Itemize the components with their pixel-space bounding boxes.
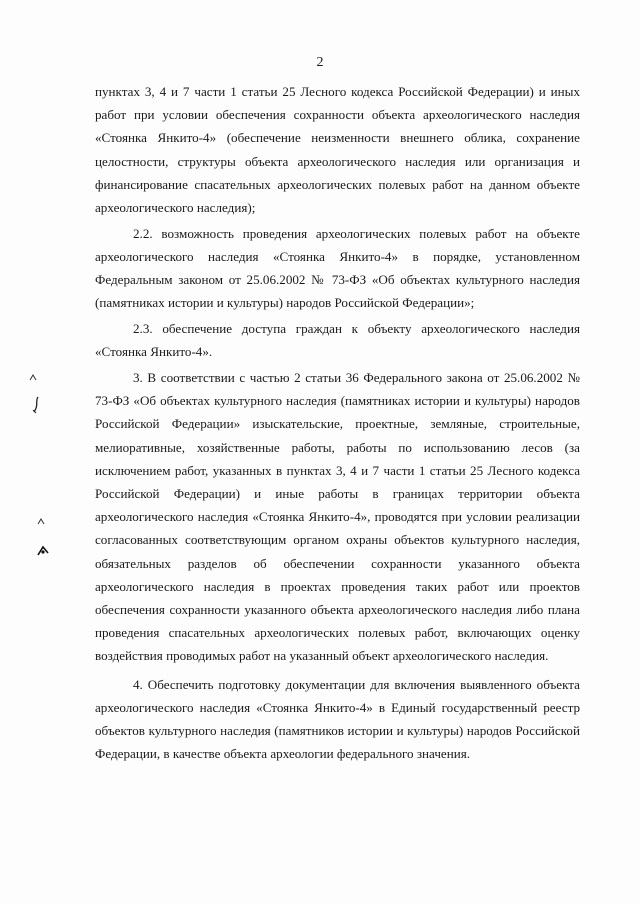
paragraph-item-2-2: 2.2. возможность проведения археологических полевых работ на объекте археологического наследия «Стоянка Янкито-4» в порядке, установленном Федеральным законом от 25.06.2002 № 73-ФЗ «Об объектах культурного наследия (памятниках истории и культуры) народов Российской Федерации»; <box>95 225 580 311</box>
paragraph-item-2-3: 2.3. обеспечение доступа граждан к объекту археологического наследия «Стоянка Янкито-4». <box>95 321 580 360</box>
page-number: 2 <box>316 55 324 70</box>
paragraph-continuation: пунктах 3, 4 и 7 части 1 статьи 25 Лесного кодекса Российской Федерации) и иных работ при условии обеспечения сохранности объекта археологического наследия «Стоянка Янкито-4» (обеспечение неизменности внешнего облика, сохранение целостности, структуры объекта археологического наследия или организация и финансирование спасательных археологических полевых работ на данном объекте археологического наследия); <box>95 84 580 216</box>
scan-speck-icon <box>36 516 46 526</box>
paragraph-item-4: 4. Обеспечить подготовку документации для включения выявленного объекта археологического наследия «Стоянка Янкито-4» в Единый государственный реестр объектов культурного наследия (памятников истории и культуры) народов Российской Федерации, в качестве объекта археологии федерального значения. <box>95 676 580 762</box>
paragraph-item-3: 3. В соответствии с частью 2 статьи 36 Федерального закона от 25.06.2002 № 73-ФЗ «Об объектах культурного наследия (памятниках истории и культуры) народов Российской Федерации» изыскательские, проектные, земляные, строительные, мелиоративные, хозяйственные работы, работы по использованию лесов (за исключением работ, указанных в пунктах 3, 4 и 7 части 1 статьи 25 Лесного кодекса Российской Федерации) и иные работы в границах территории объекта археологического наследия «Стоянка Янкито-4», проводятся при условии реализации согласованных соответствующим органом охраны объектов культурного наследия, обязательных разделов об обеспечении сохранности указанного объекта археологического наследия в проектах проведения таких работ или проектов обеспечения сохранности указанного объекта археологического наследия либо плана проведения спасательных археологических полевых работ, включающих оценку воздействия проводимых работ на указанный объект археологического наследия. <box>95 369 580 664</box>
scan-speck-icon <box>28 372 38 382</box>
scan-mark-icon <box>30 395 42 415</box>
document-body <box>95 80 580 768</box>
scan-mark-icon <box>36 545 50 557</box>
